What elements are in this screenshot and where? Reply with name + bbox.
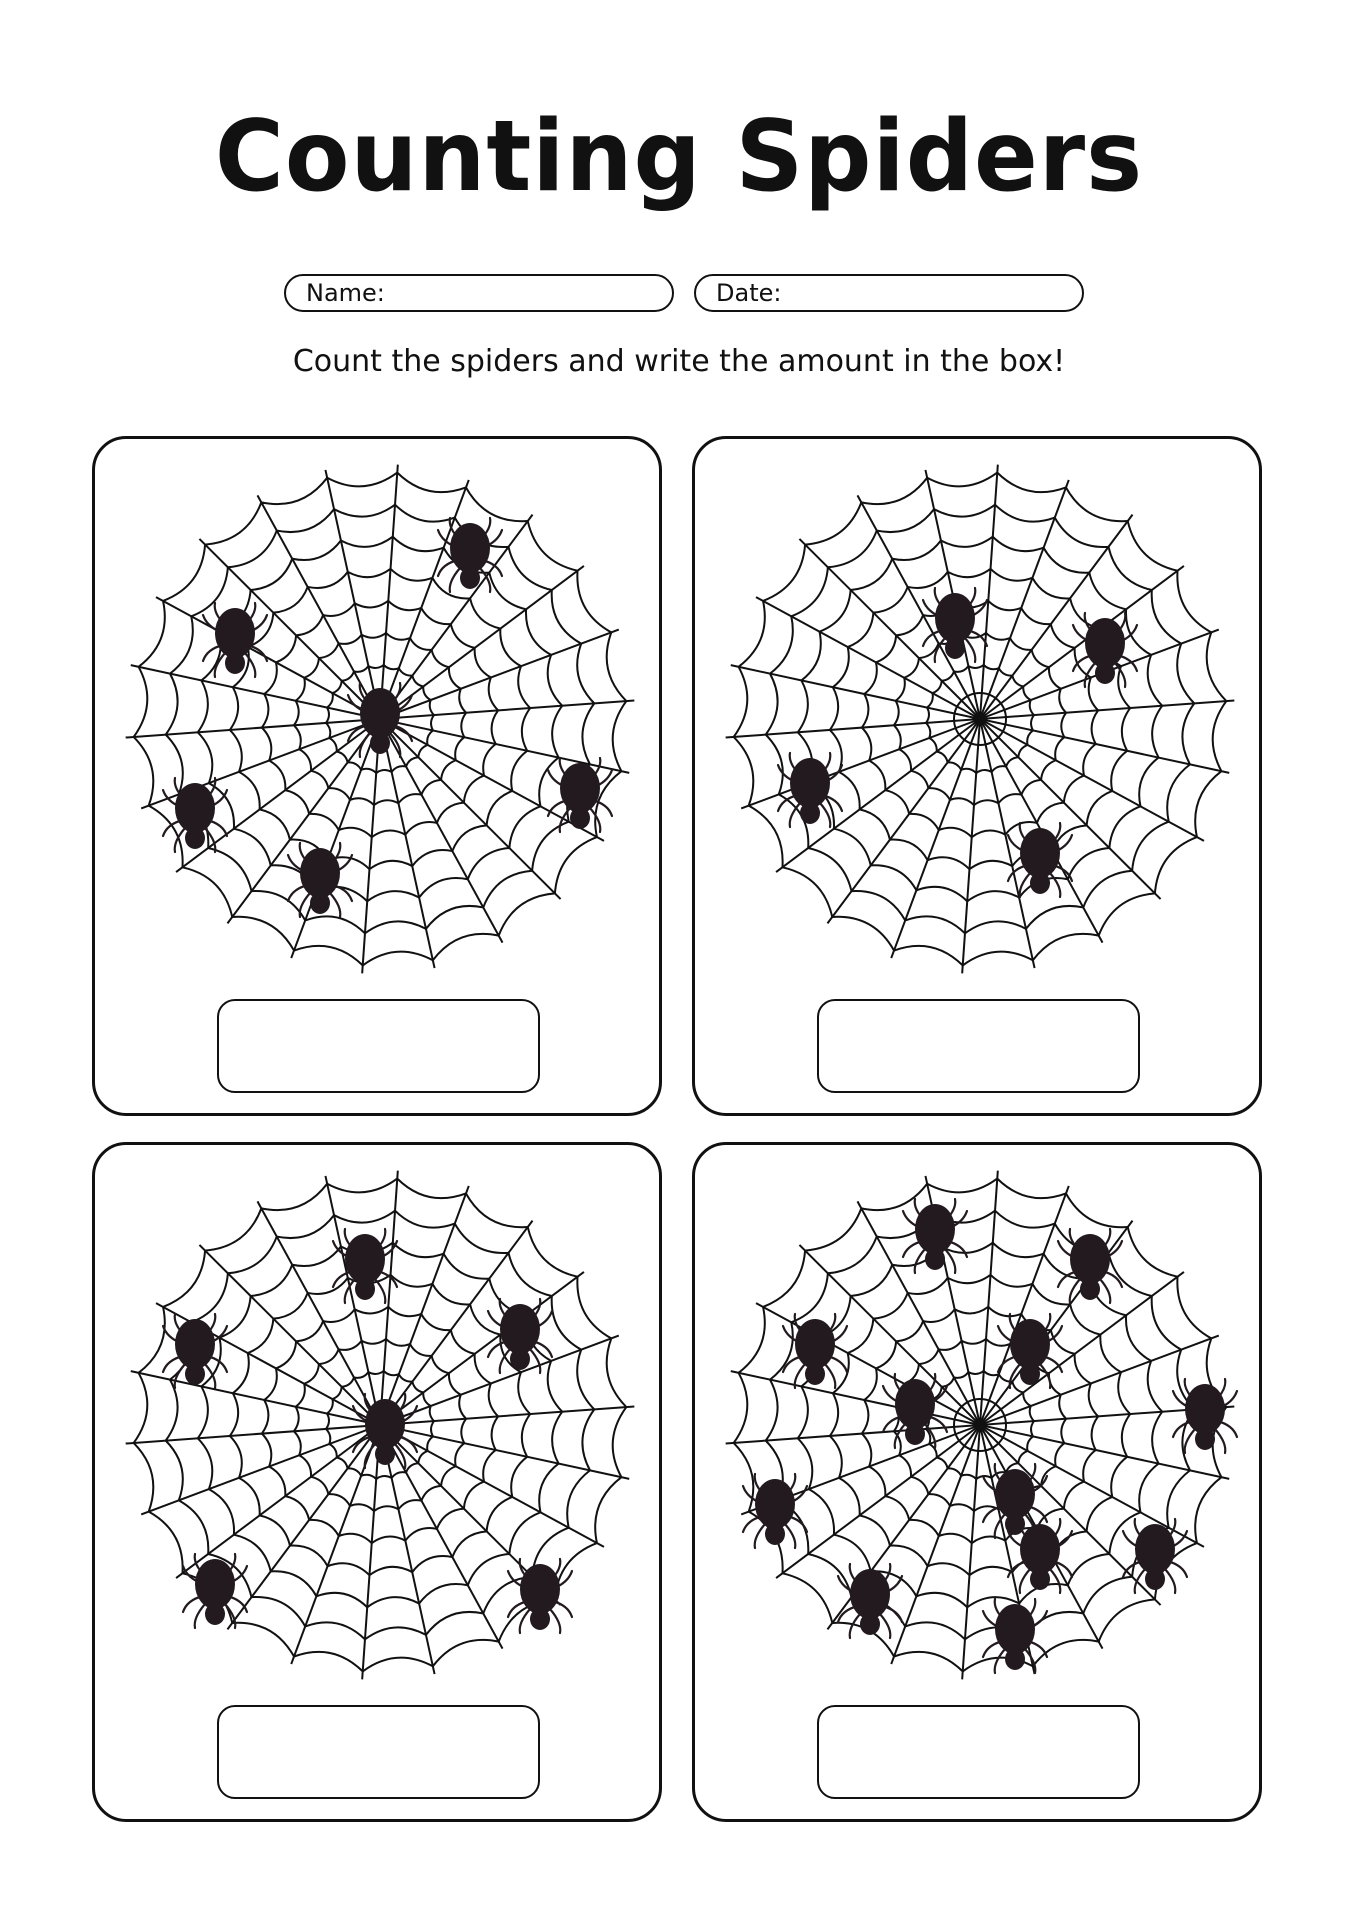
spider-icon <box>1123 1519 1187 1593</box>
web-spoke <box>980 719 1229 773</box>
web-spoke <box>731 1371 980 1425</box>
date-label: Date: <box>716 279 782 307</box>
web-spoke <box>380 700 634 719</box>
spider-card-2 <box>692 436 1262 1116</box>
web-spoke <box>380 719 629 773</box>
spider-card-4 <box>692 1142 1262 1822</box>
web-spoke <box>325 470 380 719</box>
web-spoke <box>726 1425 980 1444</box>
name-label: Name: <box>306 279 385 307</box>
spider-icon <box>883 1374 947 1448</box>
answer-box[interactable] <box>817 999 1140 1093</box>
web-spoke <box>126 1425 380 1444</box>
web-spoke <box>726 719 980 738</box>
web-spoke <box>731 665 980 719</box>
spider-icon <box>548 758 612 832</box>
spider-icon <box>288 843 352 917</box>
spider-icon <box>923 588 987 662</box>
web-spoke <box>380 1406 634 1425</box>
instructions-text: Count the spiders and write the amount in the box! <box>292 344 1066 379</box>
spider-icon <box>903 1199 967 1273</box>
web-spoke <box>380 1336 619 1425</box>
web-spoke <box>141 1425 380 1514</box>
web-spoke <box>380 719 435 968</box>
web-spoke <box>141 719 380 808</box>
spider-icon <box>203 603 267 677</box>
web-spoke <box>325 1176 380 1425</box>
answer-box[interactable] <box>217 999 540 1093</box>
web-spoke <box>126 719 380 738</box>
web-spoke <box>131 1371 380 1425</box>
spider-card-3 <box>92 1142 662 1822</box>
answer-box[interactable] <box>817 1705 1140 1799</box>
spider-web-icon <box>695 439 1265 999</box>
spider-web-icon <box>95 439 665 999</box>
web-spoke <box>741 719 980 808</box>
spider-card-1 <box>92 436 662 1116</box>
date-field[interactable] <box>694 274 1084 312</box>
spider-icon <box>333 1229 397 1303</box>
spider-web-icon <box>95 1145 665 1705</box>
web-spoke <box>980 700 1234 719</box>
spider-web-icon <box>695 1145 1265 1705</box>
web-lines <box>726 465 1235 974</box>
web-spoke <box>380 630 619 719</box>
worksheet-title: Counting Spiders <box>214 100 1144 214</box>
answer-box[interactable] <box>217 1705 540 1799</box>
web-lines <box>726 1171 1235 1680</box>
name-field[interactable] <box>284 274 674 312</box>
